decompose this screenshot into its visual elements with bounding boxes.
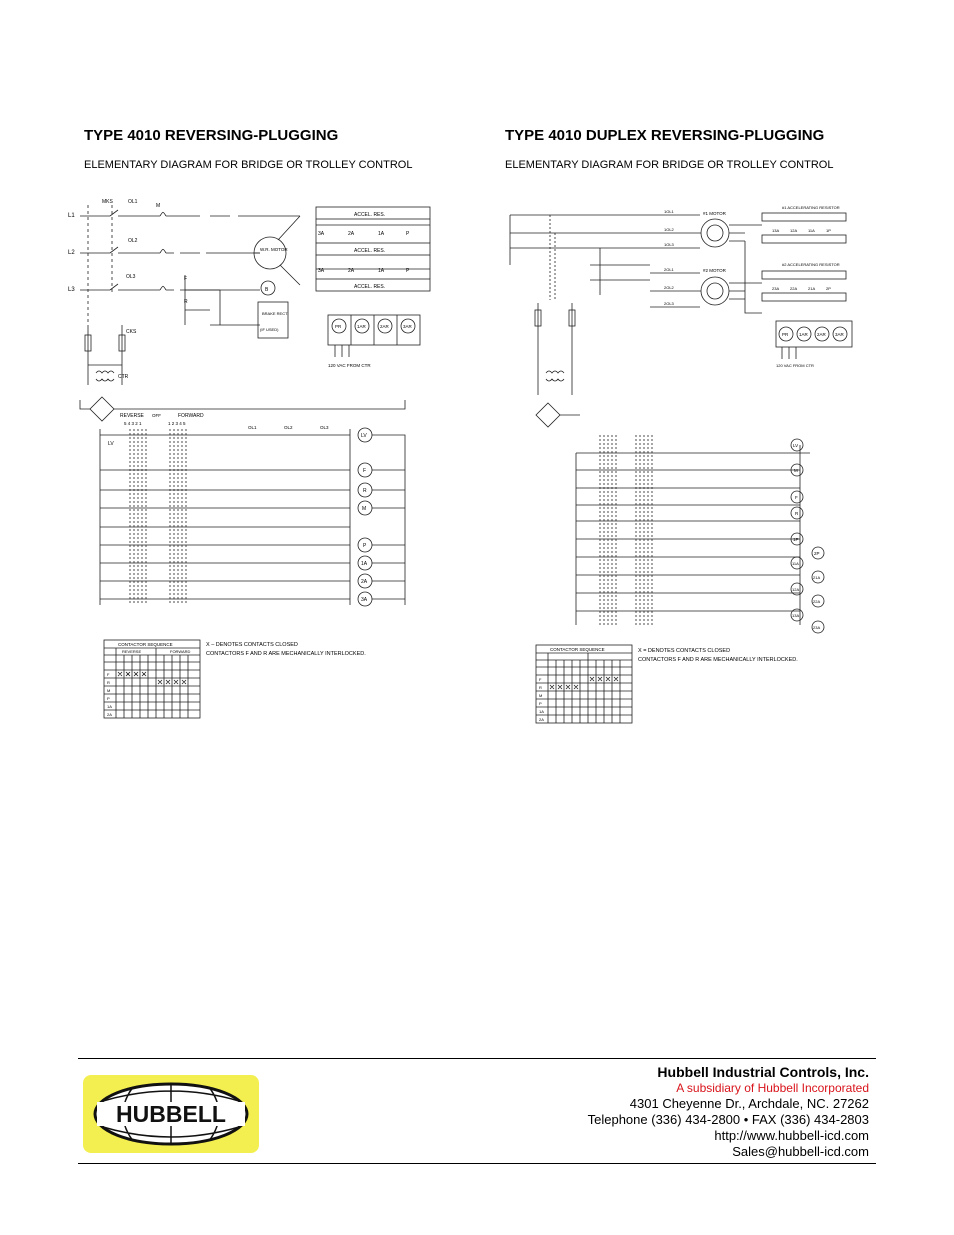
company-email-link[interactable]: Sales@hubbell-icd.com bbox=[732, 1144, 869, 1159]
control-rungs bbox=[100, 429, 350, 605]
sequence-row-1a: 1A bbox=[107, 704, 112, 709]
duplex-vac-label: 120 VAC FROM CTR bbox=[776, 363, 814, 368]
duplex-coil-12a: 12A bbox=[792, 587, 800, 592]
res2-label: #2 ACCELERATING RESISTOR bbox=[782, 262, 840, 267]
contact-label-r: R bbox=[184, 299, 188, 305]
accelerating-resistor-1 bbox=[762, 205, 846, 243]
sequence-row-m: M bbox=[107, 688, 111, 693]
duplex-coil-lv: LV bbox=[793, 443, 799, 448]
duplex-coil-13a: 13A bbox=[792, 613, 800, 618]
forward-label: FORWARD bbox=[178, 413, 204, 419]
duplex-seq-row-r: R bbox=[539, 685, 542, 690]
sequence-row-p: P bbox=[107, 696, 110, 701]
ol-2ol3: 2OL3 bbox=[664, 301, 674, 306]
duplex-contactor-sequence-table bbox=[536, 645, 632, 723]
res-b-p: P bbox=[406, 268, 410, 274]
accel-resistor-group bbox=[316, 207, 430, 291]
motor1-label: #1 MOTOR bbox=[703, 211, 726, 216]
brake-label: B bbox=[265, 287, 269, 293]
res1-11a: 11A bbox=[808, 228, 815, 233]
duplex-coil-21a: 21A bbox=[813, 575, 821, 580]
footer-top-rule bbox=[78, 1058, 876, 1059]
coil-1a: 1A bbox=[361, 561, 368, 567]
logo-wordmark: HUBBELL bbox=[116, 1101, 226, 1127]
company-subsidiary: A subsidiary of Hubbell Incorporated bbox=[676, 1081, 869, 1095]
relay-2ar: 2AR bbox=[380, 324, 389, 329]
sequence-row-r: R bbox=[107, 680, 110, 685]
ol3-label: OL3 bbox=[126, 274, 136, 280]
rung-contact-ol1: OL1 bbox=[248, 425, 257, 430]
reverse-label: REVERSE bbox=[120, 413, 144, 419]
accel-res-label-3: ACCEL. RES. bbox=[354, 284, 386, 290]
vac-label: 120 VAC FROM CTR bbox=[328, 363, 371, 368]
coil-m: M bbox=[362, 506, 367, 512]
hubbell-logo bbox=[83, 1075, 259, 1153]
res-a-3a: 3A bbox=[318, 231, 325, 237]
sequence-row-f: F bbox=[107, 672, 110, 677]
res2-22a: 22A bbox=[790, 286, 798, 291]
contact-label-m: M bbox=[156, 203, 161, 209]
duplex-seq-row-1a: 1A bbox=[539, 709, 544, 714]
res-a-p: P bbox=[406, 231, 410, 237]
res-b-1a: 1A bbox=[378, 268, 385, 274]
accelerating-resistor-2 bbox=[762, 262, 846, 301]
lv-label: LV bbox=[108, 441, 114, 447]
coil-p: P bbox=[363, 543, 367, 549]
right-elementary-diagram bbox=[500, 195, 860, 730]
footer-bottom-rule bbox=[78, 1163, 876, 1164]
company-phone: Telephone (336) 434-2800 • FAX (336) 434-2803 bbox=[587, 1112, 869, 1127]
relay-pr: PR bbox=[335, 324, 342, 329]
duplex-coil-22a: 22A bbox=[813, 599, 821, 604]
right-diagram-subtitle: ELEMENTARY DIAGRAM FOR BRIDGE OR TROLLEY CONTROL bbox=[505, 159, 834, 171]
accel-res-label-2: ACCEL. RES. bbox=[354, 248, 386, 254]
sequence-table-title: CONTACTOR SEQUENCE bbox=[118, 642, 173, 647]
duplex-seq-row-m: M bbox=[539, 693, 543, 698]
sequence-col-reverse: REVERSE bbox=[122, 649, 142, 654]
duplex-sequence-title: CONTACTOR SEQUENCE bbox=[550, 647, 605, 652]
ol-2ol2: 2OL2 bbox=[664, 285, 674, 290]
duplex-coil-1p: 1P bbox=[793, 537, 799, 542]
ctr-label: CTR bbox=[118, 374, 129, 380]
contactor-sequence-table bbox=[104, 640, 200, 718]
mks-label: MKS bbox=[102, 199, 113, 205]
sequence-row-2a: 2A bbox=[107, 712, 112, 717]
res2-2p: 2P bbox=[826, 286, 831, 291]
ol-2ol1: 2OL1 bbox=[664, 267, 674, 272]
duplex-note-contacts-closed: X = DENOTES CONTACTS CLOSED bbox=[638, 648, 731, 654]
res1-1p: 1P bbox=[826, 228, 831, 233]
coil-3a: 3A bbox=[361, 597, 368, 603]
duplex-coil-f: F bbox=[795, 495, 798, 500]
res-b-3a: 3A bbox=[318, 268, 325, 274]
if-used-label: (IF USED) bbox=[260, 327, 279, 332]
brake-rect-label: BRAKE RECT. bbox=[262, 311, 289, 316]
company-website-link[interactable]: http://www.hubbell-icd.com bbox=[714, 1128, 869, 1143]
relay-block bbox=[328, 315, 420, 368]
right-diagram-title: TYPE 4010 DUPLEX REVERSING-PLUGGING bbox=[505, 127, 825, 144]
sequence-col-forward: FORWARD bbox=[170, 649, 191, 654]
motor-label: W.R. MOTOR bbox=[260, 247, 288, 252]
duplex-coil-m: M bbox=[794, 468, 798, 473]
duplex-coils bbox=[791, 439, 824, 633]
res-a-2a: 2A bbox=[348, 231, 355, 237]
res1-12a: 12A bbox=[790, 228, 798, 233]
left-diagram-subtitle: ELEMENTARY DIAGRAM FOR BRIDGE OR TROLLEY CONTROL bbox=[84, 159, 413, 171]
line-label-l3: L3 bbox=[68, 287, 75, 293]
accel-res-label-1: ACCEL. RES. bbox=[354, 212, 386, 218]
ol1-label: OL1 bbox=[128, 199, 138, 205]
duplex-seq-row-p: P bbox=[539, 701, 542, 706]
reverse-notch-numbers: 5 4 3 2 1 bbox=[124, 421, 142, 426]
forward-notch-numbers: 1 2 3 4 5 bbox=[168, 421, 186, 426]
duplex-control-rungs bbox=[576, 435, 810, 625]
coil-r: R bbox=[363, 488, 367, 494]
duplex-relay-3ar: 3AR bbox=[835, 332, 844, 337]
company-contact-block bbox=[588, 1064, 869, 1160]
duplex-relay-pr: PR bbox=[782, 332, 789, 337]
ol-1ol3: 1OL3 bbox=[664, 242, 674, 247]
left-diagram-title: TYPE 4010 REVERSING-PLUGGING bbox=[84, 127, 339, 144]
cks-label: CKS bbox=[126, 329, 137, 335]
duplex-coil-2p: 2P bbox=[814, 551, 820, 556]
note-mechanically-interlocked: CONTACTORS F AND R ARE MECHANICALLY INTERLOCKED. bbox=[206, 651, 366, 657]
coil-lv: LV bbox=[361, 433, 367, 439]
duplex-relay-2ar: 2AR bbox=[817, 332, 826, 337]
duplex-note-interlocked: CONTACTORS F AND R ARE MECHANICALLY INTERLOCKED. bbox=[638, 657, 798, 663]
res-b-2a: 2A bbox=[348, 268, 355, 274]
line-label-l1: L1 bbox=[68, 213, 75, 219]
ol-1ol1: 1OL1 bbox=[664, 209, 674, 214]
coil-2a: 2A bbox=[361, 579, 368, 585]
off-label: OFF bbox=[152, 413, 161, 418]
note-contacts-closed: X – DENOTES CONTACTS CLOSED bbox=[206, 642, 298, 648]
rung-contact-ol3: OL3 bbox=[320, 425, 329, 430]
contact-label-f: F bbox=[184, 276, 188, 282]
res1-13a: 13A bbox=[772, 228, 780, 233]
ol-1ol2: 1OL2 bbox=[664, 227, 674, 232]
rung-contact-ol2: OL2 bbox=[284, 425, 293, 430]
res1-label: #1 ACCELERATING RESISTOR bbox=[782, 205, 840, 210]
duplex-seq-row-f: F bbox=[539, 677, 542, 682]
company-address: 4301 Cheyenne Dr., Archdale, NC. 27262 bbox=[629, 1096, 869, 1111]
left-elementary-diagram bbox=[60, 185, 450, 730]
line-label-l2: L2 bbox=[68, 250, 75, 256]
coils-column bbox=[358, 428, 405, 606]
duplex-coil-23a: 23A bbox=[813, 625, 821, 630]
ol2-label: OL2 bbox=[128, 238, 138, 244]
company-name: Hubbell Industrial Controls, Inc. bbox=[657, 1064, 869, 1080]
res-a-1a: 1A bbox=[378, 231, 385, 237]
duplex-seq-row-2a: 2A bbox=[539, 717, 544, 722]
duplex-coil-11a: 11A bbox=[792, 561, 799, 566]
relay-3ar: 3AR bbox=[403, 324, 412, 329]
relay-block-duplex bbox=[776, 321, 852, 368]
duplex-relay-1ar: 1AR bbox=[799, 332, 808, 337]
coil-f: F bbox=[363, 468, 367, 474]
relay-1ar: 1AR bbox=[357, 324, 366, 329]
duplex-coil-r: R bbox=[795, 511, 799, 516]
res2-23a: 23A bbox=[772, 286, 780, 291]
res2-21a: 21A bbox=[808, 286, 816, 291]
motor2-label: #2 MOTOR bbox=[703, 268, 726, 273]
